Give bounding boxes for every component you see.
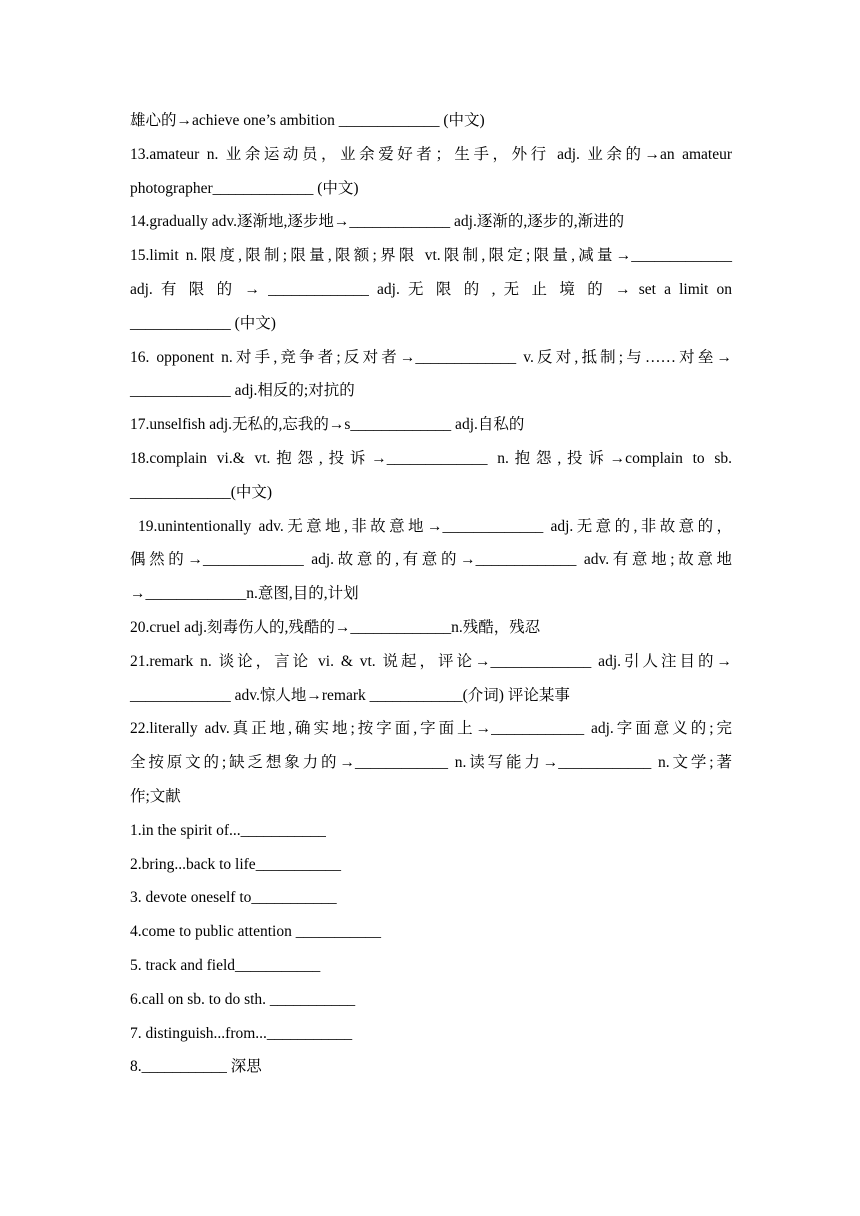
text-line: photographer_____________ (中文): [130, 179, 359, 197]
text-line: 22.literally adv.真正地,确实地;按字面,字面上→____________ adj.字面意义的;完: [130, 720, 732, 738]
text-line: 4.come to public attention ___________: [130, 923, 381, 941]
text-line: _____________(中文): [130, 483, 273, 501]
text-line: 8.___________ 深思: [130, 1058, 262, 1076]
text-line: 6.call on sb. to do sth. ___________: [130, 990, 356, 1008]
text-line: 17.unselfish adj.无私的,忘我的→s_____________ adj.自私的: [130, 416, 525, 434]
text-line: 全按原文的;缺乏想象力的→____________ n.读写能力→____________ n.文学;著: [130, 754, 732, 772]
text-line: 16. opponent n.对手,竞争者;反对者→_____________ v.反对,抵制;与……对垒→: [130, 348, 732, 366]
text-line: 2.bring...back to life___________: [130, 855, 341, 873]
text-line: _____________ adj.相反的;对抗的: [130, 382, 355, 400]
text-line: 3. devote oneself to___________: [130, 889, 337, 907]
text-line: adj. 有 限 的 → _____________ adj. 无 限 的 , 无 止 境 的 → set a limit on: [130, 280, 732, 298]
text-line: 14.gradually adv.逐渐地,逐步地→_____________ adj.逐渐的,逐步的,渐进的: [130, 213, 625, 231]
text-line: 作;文献: [130, 787, 181, 805]
text-line: 1.in the spirit of...___________: [130, 821, 326, 839]
text-line: 7. distinguish...from...___________: [130, 1024, 353, 1042]
text-line: 13.amateur n. 业余运动员，业余爱好者；生手，外行 adj. 业余的→an amateur: [130, 145, 732, 163]
text-line: 21.remark n. 谈论，言论 vi. & vt. 说起，评论→_____________ adj.引人注目的→: [130, 652, 732, 670]
text-line: 雄心的→achieve one’s ambition _____________ (中文): [130, 112, 485, 129]
text-line: 15.limit n.限度,限制;限量,限额;界限 vt.限制,限定;限量,减量→_____________: [130, 247, 732, 265]
text-line: 20.cruel adj.刻毒伤人的,残酷的→_____________n.残酷，残忍: [130, 618, 541, 636]
text-line: 18.complain vi.& vt.抱怨,投诉→_____________ n.抱怨,投诉→complain to sb.: [130, 449, 732, 467]
text-line: →_____________n.意图,目的,计划: [130, 585, 359, 603]
text-line: 偶然的→_____________ adj.故意的,有意的→_____________ adv.有意地;故意地: [130, 551, 732, 569]
text-line: _____________ adv.惊人地→remark ____________(介词) 评论某事: [130, 686, 570, 704]
text-line: 19.unintentionally adv.无意地,非故意地→_____________ adj.无意的,非故意的，: [138, 517, 732, 535]
text-line: _____________ (中文): [130, 314, 276, 332]
document-page: [130, 104, 732, 1084]
text-line: 5. track and field___________: [130, 956, 321, 974]
